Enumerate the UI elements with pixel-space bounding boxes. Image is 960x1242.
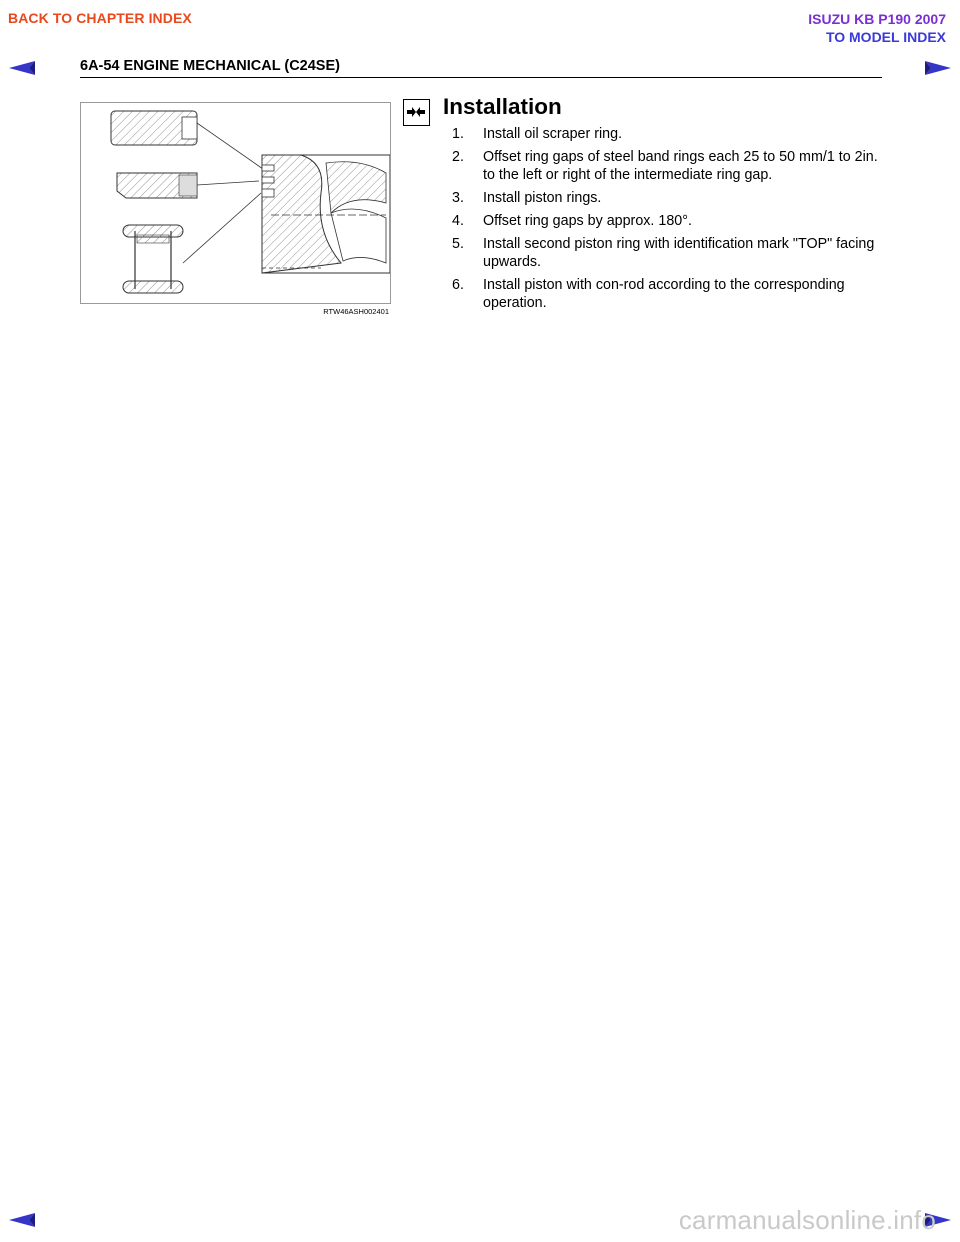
step-number: 1.	[452, 126, 464, 142]
figure-code: RTW46ASH002401	[323, 307, 389, 316]
step-number: 2.	[452, 149, 464, 165]
section-title: Installation	[443, 94, 562, 119]
step-item	[443, 212, 888, 230]
step-number: 3.	[452, 190, 464, 206]
step-item	[443, 189, 888, 207]
left-arrow-icon[interactable]	[8, 60, 36, 76]
step-text: Offset ring gaps of steel band rings each 25 to 50 mm/1 to 2in. to the left or right of the intermediate ring gap.	[483, 149, 878, 183]
installation-steps	[443, 125, 888, 317]
left-arrow-icon[interactable]	[8, 1212, 36, 1228]
step-item	[443, 125, 888, 143]
step-item	[443, 148, 888, 184]
to-model-index-label: TO MODEL INDEX	[825, 29, 946, 45]
step-text: Install oil scraper ring.	[483, 126, 623, 142]
step-item	[443, 235, 888, 271]
piston-ring-illustration	[81, 103, 390, 303]
back-to-chapter-index-link[interactable]: BACK TO CHAPTER INDEX	[8, 10, 192, 26]
page-header: 6A-54 ENGINE MECHANICAL (C24SE)	[80, 58, 340, 74]
footer-watermark: carmanualsonline.info	[678, 1205, 936, 1235]
right-arrow-icon[interactable]	[924, 60, 952, 76]
model-title: ISUZU KB P190 2007	[808, 11, 946, 27]
model-index-link[interactable]	[808, 10, 946, 46]
step-text: Install piston rings.	[483, 190, 602, 206]
step-text: Install second piston ring with identification mark "TOP" facing upwards.	[483, 236, 875, 270]
installation-arrows-icon	[403, 99, 430, 126]
step-item	[443, 276, 888, 312]
step-text: Install piston with con-rod according to the corresponding operation.	[483, 277, 845, 311]
piston-ring-figure	[80, 102, 391, 304]
step-text: Offset ring gaps by approx. 180°.	[483, 213, 692, 229]
step-number: 5.	[452, 236, 464, 252]
header-rule	[80, 77, 882, 78]
step-number: 6.	[452, 277, 464, 293]
step-number: 4.	[452, 213, 464, 229]
